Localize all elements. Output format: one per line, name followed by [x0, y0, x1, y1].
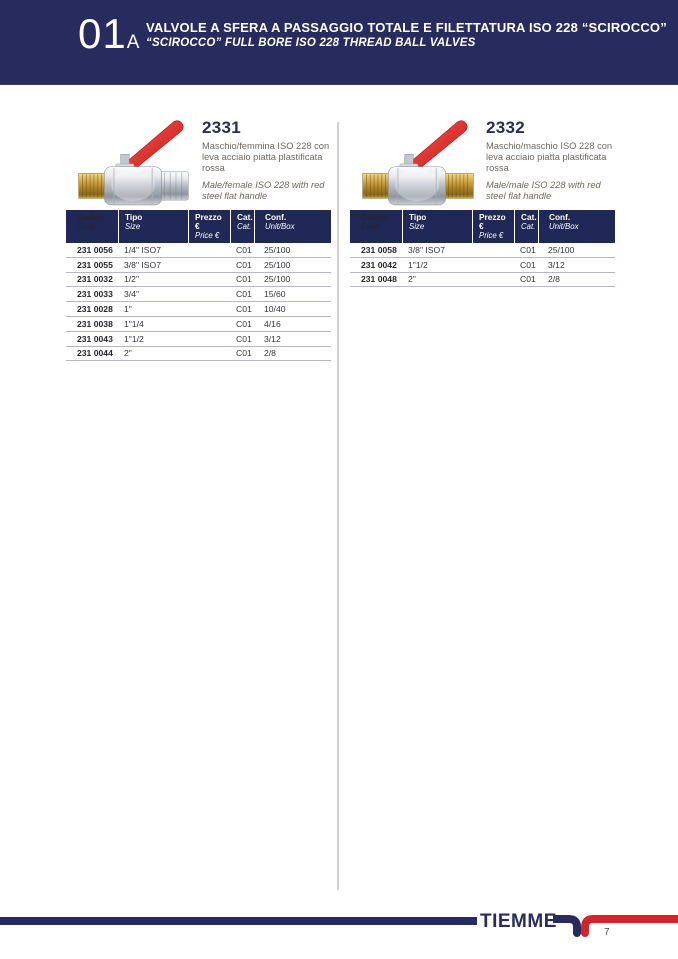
- cell-cat: C01: [236, 259, 252, 270]
- table-row: [350, 243, 615, 258]
- cell-size: 1"1/2: [408, 259, 428, 270]
- cell-code: 231 0043: [77, 333, 113, 344]
- table-row: [66, 243, 331, 258]
- product-description-english: Male/male ISO 228 with red steel flat handle: [486, 180, 601, 201]
- tiemme-pipe-logo-icon: [553, 913, 678, 947]
- cell-code: 231 0048: [361, 274, 397, 285]
- cell-cat: C01: [236, 348, 252, 359]
- column-header-cat: Cat. Cat.: [230, 210, 254, 243]
- product-info: [486, 118, 616, 202]
- cell-conf: 3/12: [264, 333, 281, 344]
- brand-logo-text: TIEMME: [480, 911, 557, 932]
- column-header-code: Codice Code: [77, 212, 105, 231]
- cell-size: 3/8" ISO7: [408, 244, 445, 255]
- product-description-italian: Maschio/maschio ISO 228 con leva acciaio piatta plastificata rossa: [486, 141, 613, 173]
- table-row: [66, 347, 331, 362]
- price-table-2332: [350, 210, 615, 287]
- cell-size: 3/8" ISO7: [124, 259, 161, 270]
- table-body: [66, 243, 331, 361]
- column-header-code: Codice Code: [361, 212, 389, 231]
- table-header-row: [66, 210, 331, 243]
- header-titles: [146, 20, 667, 49]
- cell-code: 231 0042: [361, 259, 397, 270]
- cell-conf: 15/60: [264, 289, 286, 300]
- column-header-size: Tipo Size: [402, 210, 472, 243]
- cell-size: 3/4": [124, 289, 139, 300]
- table-row: [66, 302, 331, 317]
- product-info: [202, 118, 332, 202]
- ball-valve-male-male-image: [356, 114, 480, 210]
- table-row: [66, 287, 331, 302]
- chapter-number: 01: [78, 10, 127, 57]
- product-head: [66, 112, 331, 210]
- cell-code: 231 0058: [361, 244, 397, 255]
- cell-cat: C01: [236, 318, 252, 329]
- product-section-2332: [350, 112, 615, 285]
- table-row: [66, 332, 331, 347]
- table-row: [350, 273, 615, 288]
- price-table-2331: [66, 210, 331, 361]
- ball-valve-male-female-image: [72, 114, 196, 210]
- cell-code: 231 0044: [77, 348, 113, 359]
- cell-conf: 25/100: [264, 244, 291, 255]
- cell-conf: 25/100: [264, 274, 291, 285]
- footer-navy-bar: [0, 917, 477, 925]
- cell-conf: 4/16: [264, 318, 281, 329]
- cell-code: 231 0055: [77, 259, 113, 270]
- column-header-cat: Cat. Cat.: [514, 210, 538, 243]
- cell-size: 1/2": [124, 274, 139, 285]
- cell-code: 231 0032: [77, 274, 113, 285]
- cell-code: 231 0038: [77, 318, 113, 329]
- cell-cat: C01: [236, 244, 252, 255]
- cell-size: 2": [124, 348, 132, 359]
- product-model-number: 2331: [202, 118, 242, 137]
- table-header-row: [350, 210, 615, 243]
- product-model-number: 2332: [486, 118, 526, 137]
- cell-conf: 25/100: [548, 244, 575, 255]
- cell-size: 1": [124, 304, 132, 315]
- column-header-price: Prezzo € Price €: [472, 210, 514, 243]
- table-row: [66, 273, 331, 288]
- cell-cat: C01: [520, 259, 536, 270]
- product-description-italian: Maschio/femmina ISO 228 con leva acciaio piatta plastificata rossa: [202, 141, 330, 173]
- cell-conf: 3/12: [548, 259, 565, 270]
- column-header-unit-box: Conf. Unit/Box: [538, 210, 615, 243]
- cell-cat: C01: [520, 274, 536, 285]
- page-number: 7: [604, 927, 610, 938]
- table-row: [66, 258, 331, 273]
- cell-conf: 10/40: [264, 304, 286, 315]
- page-title-italian: VALVOLE A SFERA A PASSAGGIO TOTALE E FILETTATURA ISO 228 “SCIROCCO”: [146, 20, 667, 35]
- column-header-price: Prezzo € Price €: [188, 210, 230, 243]
- column-header-size: Tipo Size: [118, 210, 188, 243]
- cell-size: 1"1/2: [124, 333, 144, 344]
- product-description-english: Male/female ISO 228 with red steel flat handle: [202, 180, 325, 201]
- table-row: [350, 258, 615, 273]
- cell-code: 231 0028: [77, 304, 113, 315]
- column-divider: [337, 122, 339, 890]
- cell-size: 1"1/4: [124, 318, 144, 329]
- chapter-code: [78, 10, 139, 58]
- cell-conf: 2/8: [548, 274, 560, 285]
- table-body: [350, 243, 615, 287]
- cell-cat: C01: [236, 333, 252, 344]
- column-header-unit-box: Conf. Unit/Box: [254, 210, 331, 243]
- cell-cat: C01: [236, 304, 252, 315]
- cell-cat: C01: [520, 244, 536, 255]
- product-section-2331: [66, 112, 331, 359]
- product-head: [350, 112, 615, 210]
- cell-cat: C01: [236, 289, 252, 300]
- chapter-letter: A: [126, 32, 140, 53]
- cell-conf: 2/8: [264, 348, 276, 359]
- page-title-english: “SCIROCCO” FULL BORE ISO 228 THREAD BALL VALVES: [146, 37, 476, 49]
- cell-cat: C01: [236, 274, 252, 285]
- cell-size: 2": [408, 274, 416, 285]
- cell-code: 231 0033: [77, 289, 113, 300]
- header-band: [0, 0, 678, 85]
- cell-size: 1/4" ISO7: [124, 244, 161, 255]
- cell-conf: 25/100: [264, 259, 291, 270]
- table-row: [66, 317, 331, 332]
- cell-code: 231 0056: [77, 244, 113, 255]
